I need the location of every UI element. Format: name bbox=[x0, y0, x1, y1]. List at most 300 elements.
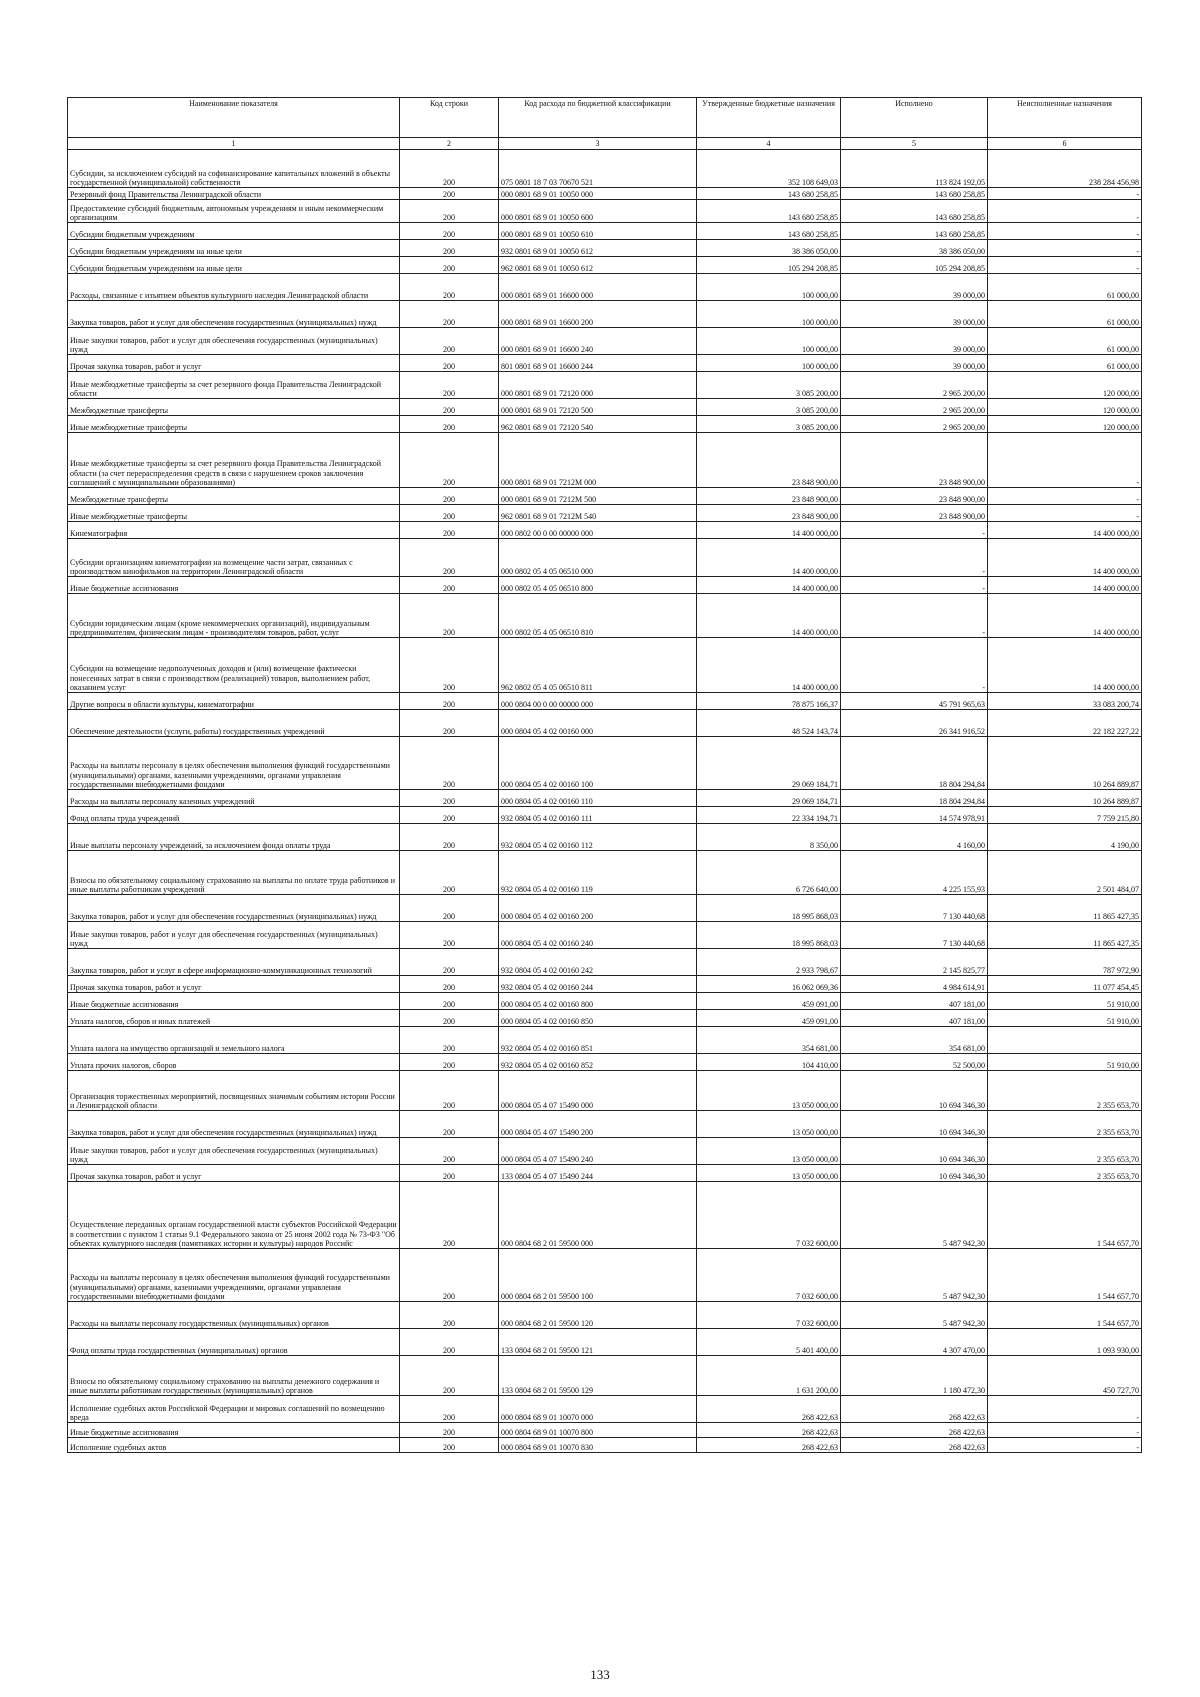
header-line-code: Код строки bbox=[400, 98, 499, 138]
row-executed: 23 848 900,00 bbox=[841, 505, 988, 522]
row-line-code: 200 bbox=[400, 1071, 499, 1111]
header-remaining: Неисполненные назначения bbox=[988, 98, 1142, 138]
row-name: Иные межбюджетные трансферты bbox=[68, 416, 400, 433]
table-row bbox=[68, 223, 1142, 240]
table-row bbox=[68, 1138, 1142, 1165]
row-executed: 45 791 965,63 bbox=[841, 693, 988, 710]
row-name: Расходы на выплаты персоналу в целях обеспечения выполнения функций государственными (муниципальными) органами, казенными учреждениями, органами управления государственными внебюджетными фондами bbox=[68, 737, 400, 790]
row-approved: 7 032 600,00 bbox=[697, 1182, 841, 1249]
row-name: Иные межбюджетные трансферты за счет резервного фонда Правительства Ленинградской области bbox=[68, 372, 400, 399]
row-name: Иные закупки товаров, работ и услуг для обеспечения государственных (муниципальных) нужд bbox=[68, 1138, 400, 1165]
row-executed: 14 574 978,91 bbox=[841, 807, 988, 824]
row-line-code: 200 bbox=[400, 433, 499, 488]
row-budget-code: 000 0804 68 2 01 59500 100 bbox=[499, 1249, 697, 1302]
row-line-code: 200 bbox=[400, 1010, 499, 1027]
row-remaining: - bbox=[988, 257, 1142, 274]
row-name: Субсидии бюджетным учреждениям bbox=[68, 223, 400, 240]
row-executed: 354 681,00 bbox=[841, 1027, 988, 1054]
row-remaining: 1 544 657,70 bbox=[988, 1302, 1142, 1329]
row-line-code: 200 bbox=[400, 416, 499, 433]
row-executed: 39 000,00 bbox=[841, 328, 988, 355]
row-line-code: 200 bbox=[400, 200, 499, 223]
row-budget-code: 000 0804 00 0 00 00000 000 bbox=[499, 693, 697, 710]
row-name: Межбюджетные трансферты bbox=[68, 399, 400, 416]
row-budget-code: 000 0804 05 4 07 15490 200 bbox=[499, 1111, 697, 1138]
row-budget-code: 000 0804 05 4 02 00160 100 bbox=[499, 737, 697, 790]
row-line-code: 200 bbox=[400, 1165, 499, 1182]
row-budget-code: 000 0801 68 9 01 72120 500 bbox=[499, 399, 697, 416]
row-budget-code: 932 0804 05 4 02 00160 242 bbox=[499, 949, 697, 976]
row-executed: 143 680 258,85 bbox=[841, 188, 988, 200]
row-budget-code: 932 0804 05 4 02 00160 112 bbox=[499, 824, 697, 851]
row-name: Взносы по обязательному социальному страхованию на выплаты по оплате труда работников и иные выплаты работникам учреждений bbox=[68, 851, 400, 895]
row-remaining: 2 355 653,70 bbox=[988, 1071, 1142, 1111]
row-name: Другие вопросы в области культуры, кинематографии bbox=[68, 693, 400, 710]
row-remaining: - bbox=[988, 505, 1142, 522]
row-name: Предоставление субсидий бюджетным, автономным учреждениям и иным некоммерческим организациям bbox=[68, 200, 400, 223]
row-name: Резервный фонд Правительства Ленинградской области bbox=[68, 188, 400, 200]
row-budget-code: 932 0804 05 4 02 00160 244 bbox=[499, 976, 697, 993]
row-name: Межбюджетные трансферты bbox=[68, 488, 400, 505]
row-budget-code: 000 0801 68 9 01 10050 600 bbox=[499, 200, 697, 223]
table-row bbox=[68, 522, 1142, 539]
row-executed: 5 487 942,30 bbox=[841, 1249, 988, 1302]
table-row bbox=[68, 594, 1142, 638]
row-executed: 407 181,00 bbox=[841, 993, 988, 1010]
row-approved: 268 422,63 bbox=[697, 1396, 841, 1423]
row-executed: 18 804 294,84 bbox=[841, 737, 988, 790]
row-remaining: 238 284 456,98 bbox=[988, 150, 1142, 188]
row-budget-code: 000 0802 05 4 05 06510 800 bbox=[499, 577, 697, 594]
header-executed: Исполнено bbox=[841, 98, 988, 138]
row-name: Прочая закупка товаров, работ и услуг bbox=[68, 1165, 400, 1182]
table-row bbox=[68, 710, 1142, 737]
row-executed: 38 386 050,00 bbox=[841, 240, 988, 257]
row-executed: 268 422,63 bbox=[841, 1396, 988, 1423]
row-remaining: 1 093 930,00 bbox=[988, 1329, 1142, 1356]
row-approved: 14 400 000,00 bbox=[697, 577, 841, 594]
row-line-code: 200 bbox=[400, 993, 499, 1010]
row-remaining: 2 355 653,70 bbox=[988, 1165, 1142, 1182]
row-line-code: 200 bbox=[400, 223, 499, 240]
row-approved: 5 401 400,00 bbox=[697, 1329, 841, 1356]
row-executed: 18 804 294,84 bbox=[841, 790, 988, 807]
table-row bbox=[68, 1165, 1142, 1182]
row-remaining: 10 264 889,87 bbox=[988, 790, 1142, 807]
row-executed: 26 341 916,52 bbox=[841, 710, 988, 737]
row-approved: 13 050 000,00 bbox=[697, 1111, 841, 1138]
row-line-code: 200 bbox=[400, 522, 499, 539]
row-line-code: 200 bbox=[400, 1302, 499, 1329]
row-budget-code: 000 0804 05 4 02 00160 000 bbox=[499, 710, 697, 737]
row-approved: 1 631 200,00 bbox=[697, 1356, 841, 1396]
row-budget-code: 000 0801 68 9 01 16600 000 bbox=[499, 274, 697, 301]
column-number: 2 bbox=[400, 138, 499, 150]
row-executed: 52 500,00 bbox=[841, 1054, 988, 1071]
row-remaining: 11 865 427,35 bbox=[988, 922, 1142, 949]
row-budget-code: 962 0801 68 9 01 72120 540 bbox=[499, 416, 697, 433]
column-number: 5 bbox=[841, 138, 988, 150]
row-line-code: 200 bbox=[400, 1329, 499, 1356]
row-approved: 354 681,00 bbox=[697, 1027, 841, 1054]
row-remaining: 61 000,00 bbox=[988, 274, 1142, 301]
row-budget-code: 000 0804 05 4 02 00160 240 bbox=[499, 922, 697, 949]
row-remaining: - bbox=[988, 200, 1142, 223]
row-approved: 48 524 143,74 bbox=[697, 710, 841, 737]
row-name: Расходы, связанные с изъятием объектов культурного наследия Ленинградской области bbox=[68, 274, 400, 301]
row-line-code: 200 bbox=[400, 257, 499, 274]
row-remaining: 61 000,00 bbox=[988, 301, 1142, 328]
row-remaining: - bbox=[988, 488, 1142, 505]
header-row bbox=[68, 98, 1142, 138]
row-name: Обеспечение деятельности (услуги, работы) государственных учреждений bbox=[68, 710, 400, 737]
row-name: Организация торжественных мероприятий, посвященных значимым событиям истории России и Ленинградской области bbox=[68, 1071, 400, 1111]
row-budget-code: 133 0804 68 2 01 59500 121 bbox=[499, 1329, 697, 1356]
table-row bbox=[68, 355, 1142, 372]
row-executed: 268 422,63 bbox=[841, 1438, 988, 1453]
row-budget-code: 962 0801 68 9 01 10050 612 bbox=[499, 257, 697, 274]
row-executed: 10 694 346,30 bbox=[841, 1138, 988, 1165]
row-name: Прочая закупка товаров, работ и услуг bbox=[68, 355, 400, 372]
row-executed: 4 225 155,93 bbox=[841, 851, 988, 895]
row-executed: 5 487 942,30 bbox=[841, 1182, 988, 1249]
row-budget-code: 932 0804 05 4 02 00160 119 bbox=[499, 851, 697, 895]
row-line-code: 200 bbox=[400, 240, 499, 257]
row-executed: - bbox=[841, 594, 988, 638]
row-approved: 100 000,00 bbox=[697, 301, 841, 328]
row-line-code: 200 bbox=[400, 693, 499, 710]
row-budget-code: 000 0804 05 4 07 15490 240 bbox=[499, 1138, 697, 1165]
column-number: 1 bbox=[68, 138, 400, 150]
table-row bbox=[68, 976, 1142, 993]
column-number: 4 bbox=[697, 138, 841, 150]
row-name: Иные межбюджетные трансферты bbox=[68, 505, 400, 522]
row-approved: 143 680 258,85 bbox=[697, 188, 841, 200]
row-budget-code: 000 0804 68 2 01 59500 000 bbox=[499, 1182, 697, 1249]
row-line-code: 200 bbox=[400, 1054, 499, 1071]
row-budget-code: 000 0801 68 9 01 7212М 000 bbox=[499, 433, 697, 488]
row-line-code: 200 bbox=[400, 790, 499, 807]
row-budget-code: 133 0804 05 4 07 15490 244 bbox=[499, 1165, 697, 1182]
row-name: Фонд оплаты труда учреждений bbox=[68, 807, 400, 824]
row-name: Прочая закупка товаров, работ и услуг bbox=[68, 976, 400, 993]
row-remaining: - bbox=[988, 433, 1142, 488]
row-budget-code: 000 0804 68 2 01 59500 120 bbox=[499, 1302, 697, 1329]
row-executed: 113 824 192,05 bbox=[841, 150, 988, 188]
row-name: Осуществление переданных органам государственной власти субъектов Российской Федерации в соответствии с пунктом 1 статьи 9.1 Федерального закона от 25 июня 2002 года № 73-ФЗ "Об объектах культурного наследия (памятниках истории и культуры) народов Российс bbox=[68, 1182, 400, 1249]
row-approved: 23 848 900,00 bbox=[697, 488, 841, 505]
row-line-code: 200 bbox=[400, 539, 499, 577]
row-remaining bbox=[988, 1027, 1142, 1054]
row-approved: 100 000,00 bbox=[697, 274, 841, 301]
table-row bbox=[68, 1249, 1142, 1302]
row-approved: 143 680 258,85 bbox=[697, 223, 841, 240]
row-line-code: 200 bbox=[400, 488, 499, 505]
row-remaining: 4 190,00 bbox=[988, 824, 1142, 851]
row-remaining: 120 000,00 bbox=[988, 372, 1142, 399]
row-approved: 18 995 868,03 bbox=[697, 922, 841, 949]
row-approved: 3 085 200,00 bbox=[697, 372, 841, 399]
row-name: Иные бюджетные ассигнования bbox=[68, 993, 400, 1010]
row-remaining: - bbox=[988, 188, 1142, 200]
row-remaining: 51 910,00 bbox=[988, 1054, 1142, 1071]
row-executed: 39 000,00 bbox=[841, 355, 988, 372]
header-indicator-name: Наименование показателя bbox=[68, 98, 400, 138]
row-executed: 4 307 470,00 bbox=[841, 1329, 988, 1356]
table-row bbox=[68, 1071, 1142, 1111]
row-executed: - bbox=[841, 577, 988, 594]
row-executed: 23 848 900,00 bbox=[841, 488, 988, 505]
row-line-code: 200 bbox=[400, 824, 499, 851]
row-approved: 3 085 200,00 bbox=[697, 416, 841, 433]
row-name: Расходы на выплаты персоналу казенных учреждений bbox=[68, 790, 400, 807]
row-executed: 2 145 825,77 bbox=[841, 949, 988, 976]
row-budget-code: 000 0801 68 9 01 72120 000 bbox=[499, 372, 697, 399]
table-row bbox=[68, 1396, 1142, 1423]
row-remaining: 787 972,90 bbox=[988, 949, 1142, 976]
row-name: Уплата налогов, сборов и иных платежей bbox=[68, 1010, 400, 1027]
row-executed: 2 965 200,00 bbox=[841, 399, 988, 416]
table-row bbox=[68, 433, 1142, 488]
row-line-code: 200 bbox=[400, 1396, 499, 1423]
row-line-code: 200 bbox=[400, 594, 499, 638]
row-approved: 22 334 194,71 bbox=[697, 807, 841, 824]
table-row bbox=[68, 993, 1142, 1010]
table-row bbox=[68, 488, 1142, 505]
row-line-code: 200 bbox=[400, 922, 499, 949]
row-line-code: 200 bbox=[400, 737, 499, 790]
row-line-code: 200 bbox=[400, 301, 499, 328]
table-row bbox=[68, 693, 1142, 710]
row-budget-code: 962 0802 05 4 05 06510 811 bbox=[499, 638, 697, 693]
row-approved: 100 000,00 bbox=[697, 328, 841, 355]
row-approved: 29 069 184,71 bbox=[697, 790, 841, 807]
row-name: Фонд оплаты труда государственных (муниципальных) органов bbox=[68, 1329, 400, 1356]
row-name: Иные бюджетные ассигнования bbox=[68, 1423, 400, 1438]
row-line-code: 200 bbox=[400, 1423, 499, 1438]
row-remaining: 51 910,00 bbox=[988, 1010, 1142, 1027]
table-row bbox=[68, 1423, 1142, 1438]
row-budget-code: 000 0804 05 4 02 00160 800 bbox=[499, 993, 697, 1010]
row-approved: 2 933 798,67 bbox=[697, 949, 841, 976]
row-remaining: - bbox=[988, 1396, 1142, 1423]
row-line-code: 200 bbox=[400, 1138, 499, 1165]
table-row bbox=[68, 1438, 1142, 1453]
row-approved: 16 062 069,36 bbox=[697, 976, 841, 993]
row-executed: 4 984 614,91 bbox=[841, 976, 988, 993]
row-remaining: 61 000,00 bbox=[988, 355, 1142, 372]
row-approved: 105 294 208,85 bbox=[697, 257, 841, 274]
row-approved: 268 422,63 bbox=[697, 1423, 841, 1438]
row-budget-code: 075 0801 18 7 03 70670 521 bbox=[499, 150, 697, 188]
table-row bbox=[68, 1356, 1142, 1396]
table-row bbox=[68, 638, 1142, 693]
row-budget-code: 801 0801 68 9 01 16600 244 bbox=[499, 355, 697, 372]
column-number: 3 bbox=[499, 138, 697, 150]
row-budget-code: 000 0801 68 9 01 16600 200 bbox=[499, 301, 697, 328]
row-remaining: - bbox=[988, 240, 1142, 257]
row-budget-code: 000 0804 05 4 02 00160 850 bbox=[499, 1010, 697, 1027]
row-name: Взносы по обязательному социальному страхованию на выплаты денежного содержания и иные выплаты работникам государственных (муниципальных) органов bbox=[68, 1356, 400, 1396]
row-line-code: 200 bbox=[400, 399, 499, 416]
header-budget-code: Код расхода по бюджетной классификации bbox=[499, 98, 697, 138]
table-row bbox=[68, 416, 1142, 433]
row-name: Расходы на выплаты персоналу государственных (муниципальных) органов bbox=[68, 1302, 400, 1329]
row-budget-code: 000 0801 68 9 01 7212М 500 bbox=[499, 488, 697, 505]
row-remaining: 11 077 454,45 bbox=[988, 976, 1142, 993]
row-line-code: 200 bbox=[400, 150, 499, 188]
row-remaining: 2 501 484,07 bbox=[988, 851, 1142, 895]
row-name: Иные межбюджетные трансферты за счет резервного фонда Правительства Ленинградской области (за счет перераспределения средств в связи с нарушением сроков заключения соглашений с муниципальными образованиями) bbox=[68, 433, 400, 488]
row-budget-code: 000 0801 68 9 01 16600 240 bbox=[499, 328, 697, 355]
row-name: Закупка товаров, работ и услуг для обеспечения государственных (муниципальных) нужд bbox=[68, 301, 400, 328]
row-approved: 13 050 000,00 bbox=[697, 1165, 841, 1182]
table-row bbox=[68, 372, 1142, 399]
row-line-code: 200 bbox=[400, 949, 499, 976]
row-budget-code: 000 0804 68 9 01 10070 800 bbox=[499, 1423, 697, 1438]
row-line-code: 200 bbox=[400, 1249, 499, 1302]
row-remaining: 61 000,00 bbox=[988, 328, 1142, 355]
row-budget-code: 932 0804 05 4 02 00160 852 bbox=[499, 1054, 697, 1071]
row-executed: 143 680 258,85 bbox=[841, 200, 988, 223]
row-name: Субсидии бюджетным учреждениям на иные цели bbox=[68, 240, 400, 257]
row-executed: 407 181,00 bbox=[841, 1010, 988, 1027]
row-approved: 143 680 258,85 bbox=[697, 200, 841, 223]
row-remaining: - bbox=[988, 223, 1142, 240]
row-budget-code: 000 0804 68 9 01 10070 000 bbox=[499, 1396, 697, 1423]
row-approved: 100 000,00 bbox=[697, 355, 841, 372]
table-row bbox=[68, 1010, 1142, 1027]
row-remaining: 1 544 657,70 bbox=[988, 1249, 1142, 1302]
row-budget-code: 932 0804 05 4 02 00160 851 bbox=[499, 1027, 697, 1054]
row-line-code: 200 bbox=[400, 638, 499, 693]
table-body bbox=[68, 150, 1142, 1453]
row-line-code: 200 bbox=[400, 355, 499, 372]
row-remaining: 450 727,70 bbox=[988, 1356, 1142, 1396]
row-remaining: 10 264 889,87 bbox=[988, 737, 1142, 790]
row-name: Иные выплаты персоналу учреждений, за исключением фонда оплаты труда bbox=[68, 824, 400, 851]
row-line-code: 200 bbox=[400, 1027, 499, 1054]
row-executed: 4 160,00 bbox=[841, 824, 988, 851]
table-row bbox=[68, 577, 1142, 594]
row-name: Субсидии юридическим лицам (кроме некоммерческих организаций), индивидуальным предпринимателям, физическим лицам - производителям товаров, работ, услуг bbox=[68, 594, 400, 638]
table-row bbox=[68, 1111, 1142, 1138]
row-remaining: 120 000,00 bbox=[988, 399, 1142, 416]
row-approved: 14 400 000,00 bbox=[697, 522, 841, 539]
row-budget-code: 000 0804 05 4 07 15490 000 bbox=[499, 1071, 697, 1111]
table-row bbox=[68, 1302, 1142, 1329]
row-remaining: 1 544 657,70 bbox=[988, 1182, 1142, 1249]
row-remaining: 51 910,00 bbox=[988, 993, 1142, 1010]
row-approved: 13 050 000,00 bbox=[697, 1071, 841, 1111]
row-executed: 143 680 258,85 bbox=[841, 223, 988, 240]
row-approved: 8 350,00 bbox=[697, 824, 841, 851]
row-line-code: 200 bbox=[400, 807, 499, 824]
row-executed: 7 130 440,68 bbox=[841, 922, 988, 949]
table-row bbox=[68, 200, 1142, 223]
table-row bbox=[68, 1027, 1142, 1054]
table-row bbox=[68, 505, 1142, 522]
row-line-code: 200 bbox=[400, 1356, 499, 1396]
row-line-code: 200 bbox=[400, 328, 499, 355]
row-approved: 38 386 050,00 bbox=[697, 240, 841, 257]
row-approved: 3 085 200,00 bbox=[697, 399, 841, 416]
row-approved: 7 032 600,00 bbox=[697, 1302, 841, 1329]
table-row bbox=[68, 1182, 1142, 1249]
row-executed: 2 965 200,00 bbox=[841, 416, 988, 433]
table-row bbox=[68, 328, 1142, 355]
row-name: Закупка товаров, работ и услуг для обеспечения государственных (муниципальных) нужд bbox=[68, 895, 400, 922]
table-row bbox=[68, 150, 1142, 188]
row-approved: 459 091,00 bbox=[697, 993, 841, 1010]
row-executed: - bbox=[841, 638, 988, 693]
row-remaining: - bbox=[988, 1438, 1142, 1453]
row-approved: 14 400 000,00 bbox=[697, 638, 841, 693]
row-name: Исполнение судебных актов bbox=[68, 1438, 400, 1453]
table-row bbox=[68, 922, 1142, 949]
row-name: Уплата прочих налогов, сборов bbox=[68, 1054, 400, 1071]
table-row bbox=[68, 539, 1142, 577]
row-line-code: 200 bbox=[400, 1182, 499, 1249]
row-approved: 459 091,00 bbox=[697, 1010, 841, 1027]
row-approved: 268 422,63 bbox=[697, 1438, 841, 1453]
column-number-row bbox=[68, 138, 1142, 150]
row-remaining: 22 182 227,22 bbox=[988, 710, 1142, 737]
row-approved: 18 995 868,03 bbox=[697, 895, 841, 922]
row-name: Расходы на выплаты персоналу в целях обеспечения выполнения функций государственными (муниципальными) органами, казенными учреждениями, органами управления государственными внебюджетными фондами bbox=[68, 1249, 400, 1302]
row-budget-code: 000 0802 05 4 05 06510 810 bbox=[499, 594, 697, 638]
row-line-code: 200 bbox=[400, 274, 499, 301]
row-line-code: 200 bbox=[400, 1111, 499, 1138]
row-remaining: 14 400 000,00 bbox=[988, 522, 1142, 539]
row-executed: 10 694 346,30 bbox=[841, 1071, 988, 1111]
row-executed: 7 130 440,68 bbox=[841, 895, 988, 922]
row-executed: - bbox=[841, 539, 988, 577]
table-row bbox=[68, 1329, 1142, 1356]
table-row bbox=[68, 807, 1142, 824]
row-executed: 268 422,63 bbox=[841, 1423, 988, 1438]
row-line-code: 200 bbox=[400, 851, 499, 895]
row-budget-code: 000 0802 00 0 00 00000 000 bbox=[499, 522, 697, 539]
row-remaining: 14 400 000,00 bbox=[988, 638, 1142, 693]
row-budget-code: 000 0804 68 9 01 10070 830 bbox=[499, 1438, 697, 1453]
table-row bbox=[68, 790, 1142, 807]
row-executed: 39 000,00 bbox=[841, 274, 988, 301]
row-remaining: 14 400 000,00 bbox=[988, 577, 1142, 594]
row-executed: 5 487 942,30 bbox=[841, 1302, 988, 1329]
row-approved: 23 848 900,00 bbox=[697, 505, 841, 522]
row-approved: 6 726 640,00 bbox=[697, 851, 841, 895]
table-row bbox=[68, 188, 1142, 200]
row-name: Субсидии, за исключением субсидий на софинансирование капитальных вложений в объекты государственной (муниципальной) собственности bbox=[68, 150, 400, 188]
table-row bbox=[68, 1054, 1142, 1071]
row-remaining: 14 400 000,00 bbox=[988, 539, 1142, 577]
row-line-code: 200 bbox=[400, 505, 499, 522]
row-approved: 29 069 184,71 bbox=[697, 737, 841, 790]
row-name: Иные закупки товаров, работ и услуг для обеспечения государственных (муниципальных) нужд bbox=[68, 922, 400, 949]
row-name: Кинематография bbox=[68, 522, 400, 539]
row-name: Закупка товаров, работ и услуг для обеспечения государственных (муниципальных) нужд bbox=[68, 1111, 400, 1138]
row-remaining: 7 759 215,80 bbox=[988, 807, 1142, 824]
row-approved: 104 410,00 bbox=[697, 1054, 841, 1071]
row-line-code: 200 bbox=[400, 895, 499, 922]
row-executed: 105 294 208,85 bbox=[841, 257, 988, 274]
row-budget-code: 932 0804 05 4 02 00160 111 bbox=[499, 807, 697, 824]
row-approved: 14 400 000,00 bbox=[697, 539, 841, 577]
row-executed: - bbox=[841, 522, 988, 539]
row-line-code: 200 bbox=[400, 372, 499, 399]
row-line-code: 200 bbox=[400, 710, 499, 737]
